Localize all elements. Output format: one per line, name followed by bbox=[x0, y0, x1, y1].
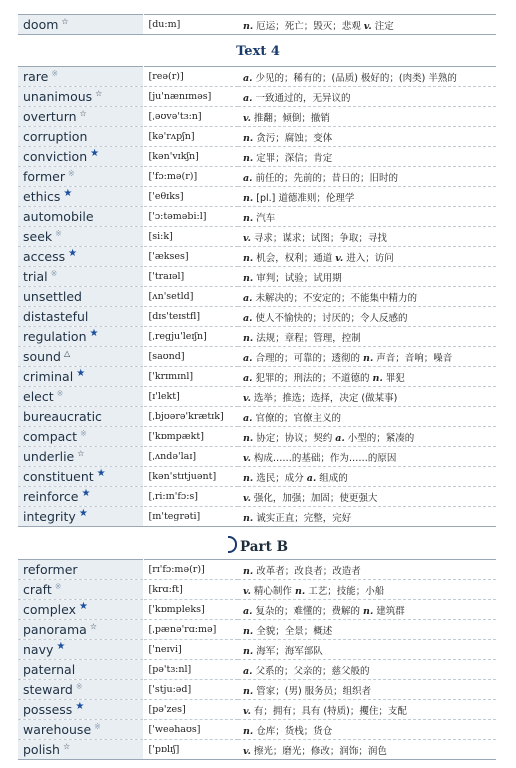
part-of-speech: n. bbox=[243, 625, 254, 637]
definition: 一致通过的，无异议的 bbox=[255, 92, 351, 104]
phonetic: [ˌregju'leɪʃn] bbox=[143, 327, 238, 347]
headword: seek bbox=[23, 229, 53, 245]
headword: paternal bbox=[23, 662, 76, 677]
phonetic: [kə'rʌpʃn] bbox=[143, 127, 238, 147]
definition-cell bbox=[238, 487, 496, 507]
definition: 改革者；改良者；改造者 bbox=[256, 565, 361, 577]
definition: 少见的；稀有的；(品质) 极好的；(肉类) 半熟的 bbox=[255, 72, 457, 84]
part-of-speech-2: a. bbox=[335, 432, 345, 444]
word-cell bbox=[18, 167, 143, 187]
triangle-icon: △ bbox=[63, 348, 71, 358]
word-cell bbox=[18, 427, 143, 447]
circle-icon: ※ bbox=[80, 428, 87, 438]
headword: former bbox=[23, 169, 65, 185]
word-cell bbox=[18, 720, 143, 740]
star-icon: ★ bbox=[76, 368, 86, 380]
definition-cell bbox=[238, 740, 496, 760]
vocab-row bbox=[18, 67, 496, 87]
definition-cell bbox=[238, 600, 496, 620]
phonetic: [rɪ'fɔ:mə(r)] bbox=[143, 560, 238, 580]
part-of-speech: v. bbox=[243, 232, 251, 244]
word-cell bbox=[18, 487, 143, 507]
word-cell bbox=[18, 87, 143, 107]
part-of-speech: n. bbox=[243, 192, 254, 204]
headword: ethics bbox=[23, 189, 61, 205]
word-cell bbox=[18, 327, 143, 347]
definition: 审判；试验；试用期 bbox=[256, 272, 342, 284]
phonetic: [dɪs'teɪstfl] bbox=[143, 307, 238, 327]
section-title-partb bbox=[0, 536, 516, 555]
definition: 厄运；死亡；毁灭；悲观 bbox=[256, 20, 361, 32]
part-of-speech: a. bbox=[243, 605, 253, 617]
part-of-speech: v. bbox=[243, 745, 251, 757]
definition-2: 声音；音响；噪音 bbox=[376, 352, 453, 364]
definition-cell bbox=[238, 640, 496, 660]
headword: reformer bbox=[23, 562, 78, 577]
phonetic: ['kɒmpleks] bbox=[143, 600, 238, 620]
word-cell bbox=[18, 620, 143, 640]
definition: 官僚的；官僚主义的 bbox=[255, 412, 342, 424]
vocab-row bbox=[18, 87, 496, 107]
definition-2: 建筑群 bbox=[376, 605, 405, 617]
part-of-speech: v. bbox=[243, 392, 251, 404]
word-cell bbox=[18, 387, 143, 407]
phonetic: [kən'vɪkʃn] bbox=[143, 147, 238, 167]
definition: 仓库；货栈；货仓 bbox=[256, 725, 333, 737]
definition: 强化，加强；加固；使更强大 bbox=[253, 492, 378, 504]
definition-cell bbox=[238, 407, 496, 427]
vocab-row bbox=[18, 327, 496, 347]
star-icon: ★ bbox=[75, 701, 85, 713]
headword: criminal bbox=[23, 369, 74, 385]
vocab-row bbox=[18, 720, 496, 740]
word-cell bbox=[18, 447, 143, 467]
star-icon: ★ bbox=[89, 328, 99, 340]
star-icon: ★ bbox=[63, 188, 73, 200]
part-of-speech: v. bbox=[243, 452, 251, 464]
headword: corruption bbox=[23, 129, 88, 144]
phonetic: [pə'zes] bbox=[143, 700, 238, 720]
part-of-speech: a. bbox=[243, 372, 253, 384]
phonetic: [ju'nænɪməs] bbox=[143, 87, 238, 107]
definition-cell bbox=[238, 560, 496, 580]
sun-icon: ☆ bbox=[79, 108, 87, 118]
headword: automobile bbox=[23, 209, 94, 224]
word-cell bbox=[18, 580, 143, 600]
vocab-row bbox=[18, 387, 496, 407]
phonetic: ['traɪəl] bbox=[143, 267, 238, 287]
part-of-speech: n. bbox=[243, 132, 254, 144]
headword: unsettled bbox=[23, 289, 82, 304]
part-of-speech: v. bbox=[243, 585, 251, 597]
word-cell bbox=[18, 600, 143, 620]
part-of-speech: n. bbox=[243, 272, 254, 284]
vocab-table-top bbox=[18, 14, 496, 35]
headword: underlie bbox=[23, 449, 75, 465]
circle-icon: ※ bbox=[54, 581, 62, 591]
word-cell bbox=[18, 700, 143, 720]
phonetic: [pə'tɜ:nl] bbox=[143, 660, 238, 680]
sun-icon: ☆ bbox=[95, 88, 103, 98]
headword: compact bbox=[23, 429, 78, 445]
definition-cell bbox=[238, 147, 496, 167]
vocab-row bbox=[18, 740, 496, 760]
part-of-speech: n. bbox=[243, 252, 254, 264]
definition-cell bbox=[238, 427, 496, 447]
headword: steward bbox=[23, 682, 73, 698]
definition-cell bbox=[238, 127, 496, 147]
word-cell bbox=[18, 187, 143, 207]
circle-icon: ※ bbox=[67, 168, 75, 178]
definition-cell bbox=[238, 327, 496, 347]
word-cell bbox=[18, 407, 143, 427]
definition-cell bbox=[238, 67, 496, 87]
headword: possess bbox=[23, 702, 73, 718]
word-cell bbox=[18, 307, 143, 327]
definition: 擦光；磨光；修改；润饰；润色 bbox=[253, 745, 387, 757]
sun-icon: ☆ bbox=[89, 621, 97, 631]
definition-cell bbox=[238, 167, 496, 187]
phonetic: [ˌri:ɪn'fɔ:s] bbox=[143, 487, 238, 507]
definition-cell bbox=[238, 267, 496, 287]
vocab-row bbox=[18, 700, 496, 720]
vocab-row bbox=[18, 447, 496, 467]
vocab-row bbox=[18, 407, 496, 427]
definition: 全貌；全景；概述 bbox=[256, 625, 333, 637]
definition: 选举；推选；选择，决定 (做某事) bbox=[253, 392, 398, 404]
word-cell bbox=[18, 247, 143, 267]
vocab-row bbox=[18, 680, 496, 700]
part-of-speech: a. bbox=[243, 172, 253, 184]
phonetic: [ˌʌndə'laɪ] bbox=[143, 447, 238, 467]
headword: distasteful bbox=[23, 309, 89, 324]
part-of-speech: a. bbox=[243, 312, 253, 324]
part-of-speech: v. bbox=[243, 112, 251, 124]
definition: 定罪；深信；肯定 bbox=[256, 152, 333, 164]
word-cell bbox=[18, 660, 143, 680]
phonetic: ['ækses] bbox=[143, 247, 238, 267]
part-of-speech: n. bbox=[243, 685, 254, 697]
phonetic: ['fɔ:mə(r)] bbox=[143, 167, 238, 187]
definition-2: 小型的；紧凑的 bbox=[347, 432, 415, 444]
sun-icon: ☆ bbox=[61, 16, 69, 26]
headword: navy bbox=[23, 642, 54, 658]
definition: 海军；海军部队 bbox=[256, 645, 323, 657]
headword: unanimous bbox=[23, 89, 93, 105]
definition: 复杂的；难懂的；费解的 bbox=[255, 605, 361, 617]
vocab-row bbox=[18, 227, 496, 247]
word-cell bbox=[18, 507, 143, 527]
part-of-speech: n. bbox=[243, 472, 254, 484]
phonetic: ['neɪvi] bbox=[143, 640, 238, 660]
part-of-speech: n. bbox=[243, 212, 254, 224]
part-of-speech: a. bbox=[243, 292, 253, 304]
definition: 诚实正直；完整，完好 bbox=[256, 512, 352, 524]
part-of-speech: n. bbox=[243, 725, 254, 737]
phonetic: [ɪn'tegrəti] bbox=[143, 507, 238, 527]
part-of-speech: a. bbox=[243, 352, 253, 364]
part-of-speech: n. bbox=[243, 332, 254, 344]
definition: 选民；成分 bbox=[256, 472, 304, 484]
phonetic: [ɪ'lekt] bbox=[143, 387, 238, 407]
phonetic: [ˌəʊvə'tɜ:n] bbox=[143, 107, 238, 127]
vocab-table-partb bbox=[18, 559, 496, 760]
definition-cell bbox=[238, 467, 496, 487]
definition-cell bbox=[238, 700, 496, 720]
part-of-speech-2: n. bbox=[372, 372, 383, 384]
word-cell bbox=[18, 640, 143, 660]
headword: warehouse bbox=[23, 722, 92, 738]
headword: craft bbox=[23, 582, 52, 598]
definition-2: 工艺；技能；小船 bbox=[308, 585, 385, 597]
definition-cell bbox=[238, 247, 496, 267]
part-b-label: Part B bbox=[240, 539, 288, 555]
definition-2: 罪犯 bbox=[385, 372, 405, 384]
part-of-speech-2: n. bbox=[294, 585, 306, 597]
vocab-row bbox=[18, 660, 496, 680]
part-of-speech: n. bbox=[243, 432, 254, 444]
part-of-speech: a. bbox=[243, 412, 253, 424]
phonetic: [reə(r)] bbox=[143, 67, 238, 87]
part-of-speech-2: n. bbox=[363, 605, 374, 617]
definition: 有；拥有；具有 (特质)；攫住；支配 bbox=[253, 705, 407, 717]
definition: 推翻；倾倒；撤销 bbox=[253, 112, 330, 124]
definition: 构成……的基础；作为……的原因 bbox=[253, 452, 397, 464]
vocab-table-text4 bbox=[18, 66, 496, 527]
phonetic: [saʊnd] bbox=[143, 347, 238, 367]
vocab-row bbox=[18, 307, 496, 327]
phonetic: ['eθɪks] bbox=[143, 187, 238, 207]
phonetic: [ʌn'setld] bbox=[143, 287, 238, 307]
definition-cell bbox=[238, 187, 496, 207]
phonetic: [kən'stɪtjuənt] bbox=[143, 467, 238, 487]
headword: trial bbox=[23, 269, 48, 285]
word-cell bbox=[18, 740, 143, 760]
definition-cell bbox=[238, 387, 496, 407]
part-of-speech-2: v. bbox=[363, 20, 372, 32]
word-cell bbox=[18, 680, 143, 700]
definition-cell bbox=[238, 507, 496, 527]
headword: integrity bbox=[23, 509, 76, 525]
definition: 父系的；父亲的；慈父般的 bbox=[255, 665, 370, 677]
part-of-speech: n. bbox=[243, 20, 254, 32]
word-cell bbox=[18, 267, 143, 287]
vocab-row bbox=[18, 580, 496, 600]
vocab-row bbox=[18, 600, 496, 620]
phonetic: [ˌbjʊərə'krætɪk] bbox=[143, 407, 238, 427]
phonetic: ['kɒmpækt] bbox=[143, 427, 238, 447]
part-of-speech-2: n. bbox=[363, 352, 374, 364]
sun-icon: ☆ bbox=[77, 448, 85, 458]
bracket-icon bbox=[228, 536, 237, 553]
word-cell bbox=[18, 67, 143, 87]
section-title-text4: Text 4 bbox=[236, 44, 280, 59]
definition-cell bbox=[238, 367, 496, 387]
word-cell bbox=[18, 15, 143, 35]
part-of-speech: v. bbox=[243, 705, 251, 717]
word-cell bbox=[18, 207, 143, 227]
definition-cell bbox=[238, 680, 496, 700]
headword: reinforce bbox=[23, 489, 79, 505]
star-icon: ★ bbox=[90, 148, 100, 160]
phonetic: ['weəhaʊs] bbox=[143, 720, 238, 740]
headword: conviction bbox=[23, 149, 88, 165]
definition: 管家；(男) 服务员；组织者 bbox=[256, 685, 372, 697]
circle-icon: ※ bbox=[75, 681, 83, 691]
definition: 未解决的；不安定的；不能集中精力的 bbox=[255, 292, 418, 304]
definition-2: 进入；访问 bbox=[346, 252, 394, 264]
star-icon: ★ bbox=[78, 601, 88, 613]
definition-cell bbox=[238, 15, 496, 35]
definition-cell bbox=[238, 580, 496, 600]
star-icon: ★ bbox=[78, 508, 88, 520]
vocab-row bbox=[18, 147, 496, 167]
vocab-row bbox=[18, 427, 496, 447]
phonetic: [du:m] bbox=[143, 15, 238, 35]
definition-cell bbox=[238, 307, 496, 327]
word-cell bbox=[18, 347, 143, 367]
definition: 机会，权利；通道 bbox=[256, 252, 333, 264]
part-of-speech-2: a. bbox=[306, 472, 317, 484]
vocab-row bbox=[18, 487, 496, 507]
star-icon: ★ bbox=[96, 468, 106, 480]
phonetic: ['krɪmɪnl] bbox=[143, 367, 238, 387]
part-of-speech: n. bbox=[243, 645, 254, 657]
definition: 前任的；先前的；昔日的；旧时的 bbox=[255, 172, 399, 184]
phonetic: [krɑ:ft] bbox=[143, 580, 238, 600]
word-cell bbox=[18, 127, 143, 147]
vocab-row bbox=[18, 267, 496, 287]
headword: constituent bbox=[23, 469, 94, 485]
vocab-row bbox=[18, 247, 496, 267]
circle-icon: ※ bbox=[55, 228, 62, 238]
vocab-row bbox=[18, 207, 496, 227]
vocab-row bbox=[18, 640, 496, 660]
word-cell bbox=[18, 107, 143, 127]
vocab-row bbox=[18, 560, 496, 580]
vocab-row bbox=[18, 467, 496, 487]
word-cell bbox=[18, 147, 143, 167]
vocab-row bbox=[18, 15, 496, 35]
part-of-speech: n. bbox=[243, 152, 254, 164]
headword: rare bbox=[23, 69, 49, 85]
definition-cell bbox=[238, 620, 496, 640]
definition: 使人不愉快的；讨厌的；令人反感的 bbox=[255, 312, 408, 324]
phonetic: ['ɔ:təməbi:l] bbox=[143, 207, 238, 227]
part-of-speech-2: v. bbox=[335, 252, 344, 264]
word-cell bbox=[18, 467, 143, 487]
part-of-speech: a. bbox=[243, 665, 253, 677]
circle-icon: ※ bbox=[50, 268, 58, 278]
vocab-row bbox=[18, 187, 496, 207]
definition: 贪污；腐蚀；变体 bbox=[256, 132, 333, 144]
definition-cell bbox=[238, 287, 496, 307]
definition-cell bbox=[238, 660, 496, 680]
vocab-row bbox=[18, 507, 496, 527]
headword: panorama bbox=[23, 622, 87, 638]
definition-cell bbox=[238, 87, 496, 107]
headword: polish bbox=[23, 742, 60, 758]
word-cell bbox=[18, 367, 143, 387]
headword: access bbox=[23, 249, 66, 265]
star-icon: ★ bbox=[81, 488, 91, 500]
vocab-row bbox=[18, 167, 496, 187]
headword: regulation bbox=[23, 329, 87, 345]
word-cell bbox=[18, 560, 143, 580]
star-icon: ★ bbox=[68, 248, 78, 260]
definition-2: 注定 bbox=[374, 20, 394, 32]
circle-icon: ※ bbox=[51, 68, 59, 78]
part-of-speech: n. bbox=[243, 565, 254, 577]
vocab-row bbox=[18, 620, 496, 640]
vocab-row bbox=[18, 347, 496, 367]
headword: sound bbox=[23, 349, 61, 365]
part-of-speech: v. bbox=[243, 492, 251, 504]
phonetic: ['pɒlɪʃ] bbox=[143, 740, 238, 760]
definition: 精心制作 bbox=[253, 585, 292, 597]
circle-icon: ※ bbox=[56, 388, 64, 398]
vocab-row bbox=[18, 287, 496, 307]
definition: [pl.] 道德准则；伦理学 bbox=[256, 192, 355, 204]
definition: 法规；章程；管理，控制 bbox=[256, 332, 361, 344]
definition-cell bbox=[238, 720, 496, 740]
definition: 汽车 bbox=[256, 212, 276, 224]
vocab-row bbox=[18, 107, 496, 127]
headword: complex bbox=[23, 602, 76, 618]
definition-cell bbox=[238, 227, 496, 247]
headword: overturn bbox=[23, 109, 77, 125]
headword: elect bbox=[23, 389, 54, 405]
definition: 寻求；谋求；试图；争取；寻找 bbox=[253, 232, 387, 244]
definition: 协定；协议；契约 bbox=[256, 432, 333, 444]
phonetic: ['stju:əd] bbox=[143, 680, 238, 700]
definition: 犯罪的；刑法的；不道德的 bbox=[255, 372, 370, 384]
word-cell bbox=[18, 287, 143, 307]
star-icon: ★ bbox=[56, 641, 66, 653]
definition: 合理的；可靠的；透彻的 bbox=[255, 352, 361, 364]
definition-2: 组成的 bbox=[319, 472, 348, 484]
headword: bureaucratic bbox=[23, 409, 102, 424]
vocab-row bbox=[18, 367, 496, 387]
headword: doom bbox=[23, 17, 59, 33]
sun-icon: ☆ bbox=[62, 741, 71, 751]
definition-cell bbox=[238, 447, 496, 467]
phonetic: [ˌpænə'rɑ:mə] bbox=[143, 620, 238, 640]
definition-cell bbox=[238, 347, 496, 367]
phonetic: [si:k] bbox=[143, 227, 238, 247]
part-of-speech: n. bbox=[243, 512, 254, 524]
part-of-speech: a. bbox=[243, 72, 253, 84]
part-of-speech: a. bbox=[243, 92, 253, 104]
definition-cell bbox=[238, 107, 496, 127]
circle-icon: ※ bbox=[94, 721, 101, 731]
word-cell bbox=[18, 227, 143, 247]
vocab-row bbox=[18, 127, 496, 147]
definition-cell bbox=[238, 207, 496, 227]
